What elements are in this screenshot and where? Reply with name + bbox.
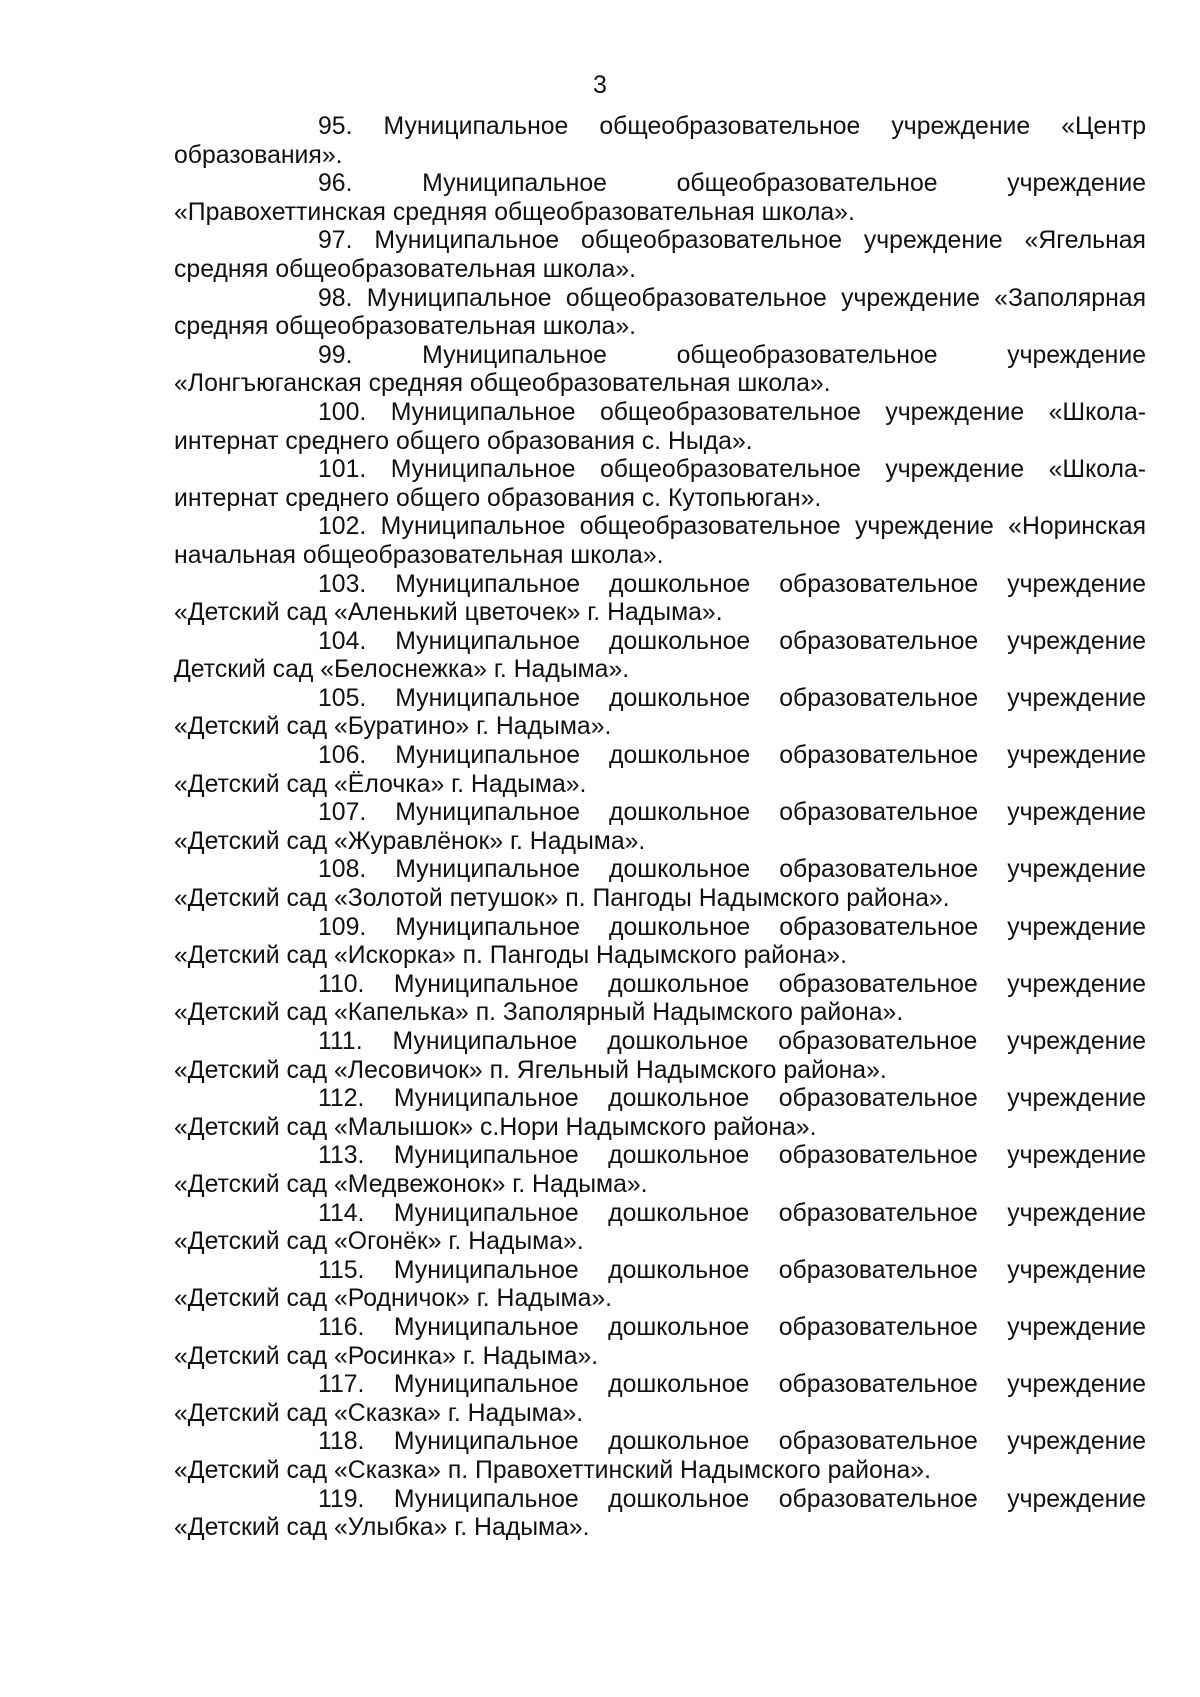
list-item <box>174 914 1146 971</box>
item-number: 103. <box>318 570 367 598</box>
list-item <box>174 1028 1146 1085</box>
item-text: Муниципальное общеобразовательное учреждение «Центр образования». <box>174 113 1146 169</box>
list-item <box>174 456 1146 513</box>
item-number: 108. <box>318 856 367 884</box>
list-item <box>174 285 1146 342</box>
item-number: 109. <box>318 913 367 941</box>
item-number: 119. <box>318 1485 365 1513</box>
item-text: Муниципальное дошкольное образовательное учреждение «Детский сад «Капелька» п. Заполярный Надымского района». <box>174 970 1146 1027</box>
item-number: 114. <box>318 1199 365 1227</box>
item-text: Муниципальное дошкольное образовательное учреждение «Детский сад «Росинка» г. Надыма». <box>174 1313 1146 1370</box>
item-text: Муниципальное общеобразовательное учреждение «Школа-интернат среднего общего образования с. Ныда». <box>174 398 1147 455</box>
item-text: Муниципальное дошкольное образовательное учреждение «Детский сад «Аленький цветочек» г. Надыма». <box>174 570 1147 627</box>
list-item <box>174 799 1146 856</box>
list-item <box>174 1200 1146 1257</box>
list-item <box>174 170 1146 227</box>
item-text: Муниципальное дошкольное образовательное учреждение «Детский сад «Медвежонок» г. Надыма». <box>174 1142 1146 1198</box>
item-text: Муниципальное дошкольное образовательное учреждение «Детский сад «Улыбка» г. Надыма». <box>174 1485 1146 1542</box>
list-item <box>174 227 1146 284</box>
item-number: 98. <box>318 284 353 312</box>
list-item <box>174 1371 1146 1428</box>
list-item <box>174 971 1146 1028</box>
item-text: Муниципальное общеобразовательное учреждение «Заполярная средняя общеобразовательная школа». <box>174 284 1146 341</box>
item-number: 95. <box>318 113 353 140</box>
item-number: 117. <box>318 1371 365 1399</box>
item-number: 100. <box>318 398 367 426</box>
item-number: 112. <box>318 1085 365 1113</box>
list-item <box>174 113 1146 170</box>
item-number: 104. <box>318 627 367 655</box>
list-item <box>174 1257 1146 1314</box>
item-number: 107. <box>318 799 367 827</box>
item-text: Муниципальное дошкольное образовательное учреждение «Детский сад «Лесовичок» п. Ягельный Надымского района». <box>174 1028 1146 1084</box>
list-item <box>174 399 1146 456</box>
item-number: 110. <box>318 970 365 998</box>
item-text: Муниципальное дошкольное образовательное учреждение «Детский сад «Буратино» г. Надыма». <box>174 684 1147 741</box>
item-number: 99. <box>318 341 353 369</box>
list-item <box>174 1142 1146 1199</box>
list-item <box>174 742 1146 799</box>
item-number: 101. <box>318 456 367 484</box>
list-item <box>174 685 1146 742</box>
item-text: Муниципальное дошкольное образовательное учреждение «Детский сад «Золотой петушок» п. Пангоды Надымского района». <box>174 856 1147 913</box>
item-text: Муниципальное дошкольное образовательное учреждение Детский сад «Белоснежка» г. Надыма». <box>174 627 1147 684</box>
list-item <box>174 628 1146 685</box>
item-text: Муниципальное общеобразовательное учреждение «Лонгъюганская средняя общеобразовательная школа». <box>174 341 1146 398</box>
page-number: 3 <box>593 71 607 99</box>
list-item <box>174 1428 1146 1485</box>
item-text: Муниципальное общеобразовательное учреждение «Ягельная средняя общеобразовательная школа». <box>174 227 1146 283</box>
list-item <box>174 1314 1146 1371</box>
item-number: 106. <box>318 742 367 770</box>
list-item <box>174 513 1146 570</box>
list-item <box>174 1486 1146 1543</box>
item-text: Муниципальное дошкольное образовательное учреждение «Детский сад «Малышок» с.Нори Надымского района». <box>174 1085 1146 1141</box>
item-number: 111. <box>318 1028 363 1055</box>
list-item <box>174 856 1146 913</box>
item-text: Муниципальное общеобразовательное учреждение «Школа-интернат среднего общего образования с. Кутопьюган». <box>174 456 1147 512</box>
item-text: Муниципальное дошкольное образовательное учреждение «Детский сад «Искорка» п. Пангоды Надымского района». <box>174 913 1147 970</box>
list-item <box>174 571 1146 628</box>
item-number: 116. <box>318 1313 365 1341</box>
item-text: Муниципальное дошкольное образовательное учреждение «Детский сад «Журавлёнок» г. Надыма». <box>174 799 1147 855</box>
item-text: Муниципальное дошкольное образовательное учреждение «Детский сад «Ёлочка» г. Надыма». <box>174 742 1147 798</box>
item-number: 105. <box>318 684 367 712</box>
list-item <box>174 1085 1146 1142</box>
item-text: Муниципальное дошкольное образовательное учреждение «Детский сад «Родничок» г. Надыма». <box>174 1256 1146 1313</box>
item-number: 96. <box>318 170 353 198</box>
list-item <box>174 342 1146 399</box>
item-number: 118. <box>318 1428 365 1456</box>
institution-list <box>174 113 1146 1543</box>
item-text: Муниципальное дошкольное образовательное учреждение «Детский сад «Огонёк» г. Надыма». <box>174 1199 1146 1256</box>
item-number: 97. <box>318 227 353 255</box>
item-number: 115. <box>318 1256 365 1284</box>
item-text: Муниципальное дошкольное образовательное учреждение «Детский сад «Сказка» п. Правохеттинский Надымского района». <box>174 1428 1146 1484</box>
item-text: Муниципальное общеобразовательное учреждение «Правохеттинская средняя общеобразовательная школа». <box>174 170 1146 226</box>
item-number: 113. <box>318 1142 365 1170</box>
item-text: Муниципальное дошкольное образовательное учреждение «Детский сад «Сказка» г. Надыма». <box>174 1371 1146 1427</box>
item-text: Муниципальное общеобразовательное учреждение «Норинская начальная общеобразовательная школа». <box>174 513 1147 569</box>
item-number: 102. <box>318 513 367 541</box>
